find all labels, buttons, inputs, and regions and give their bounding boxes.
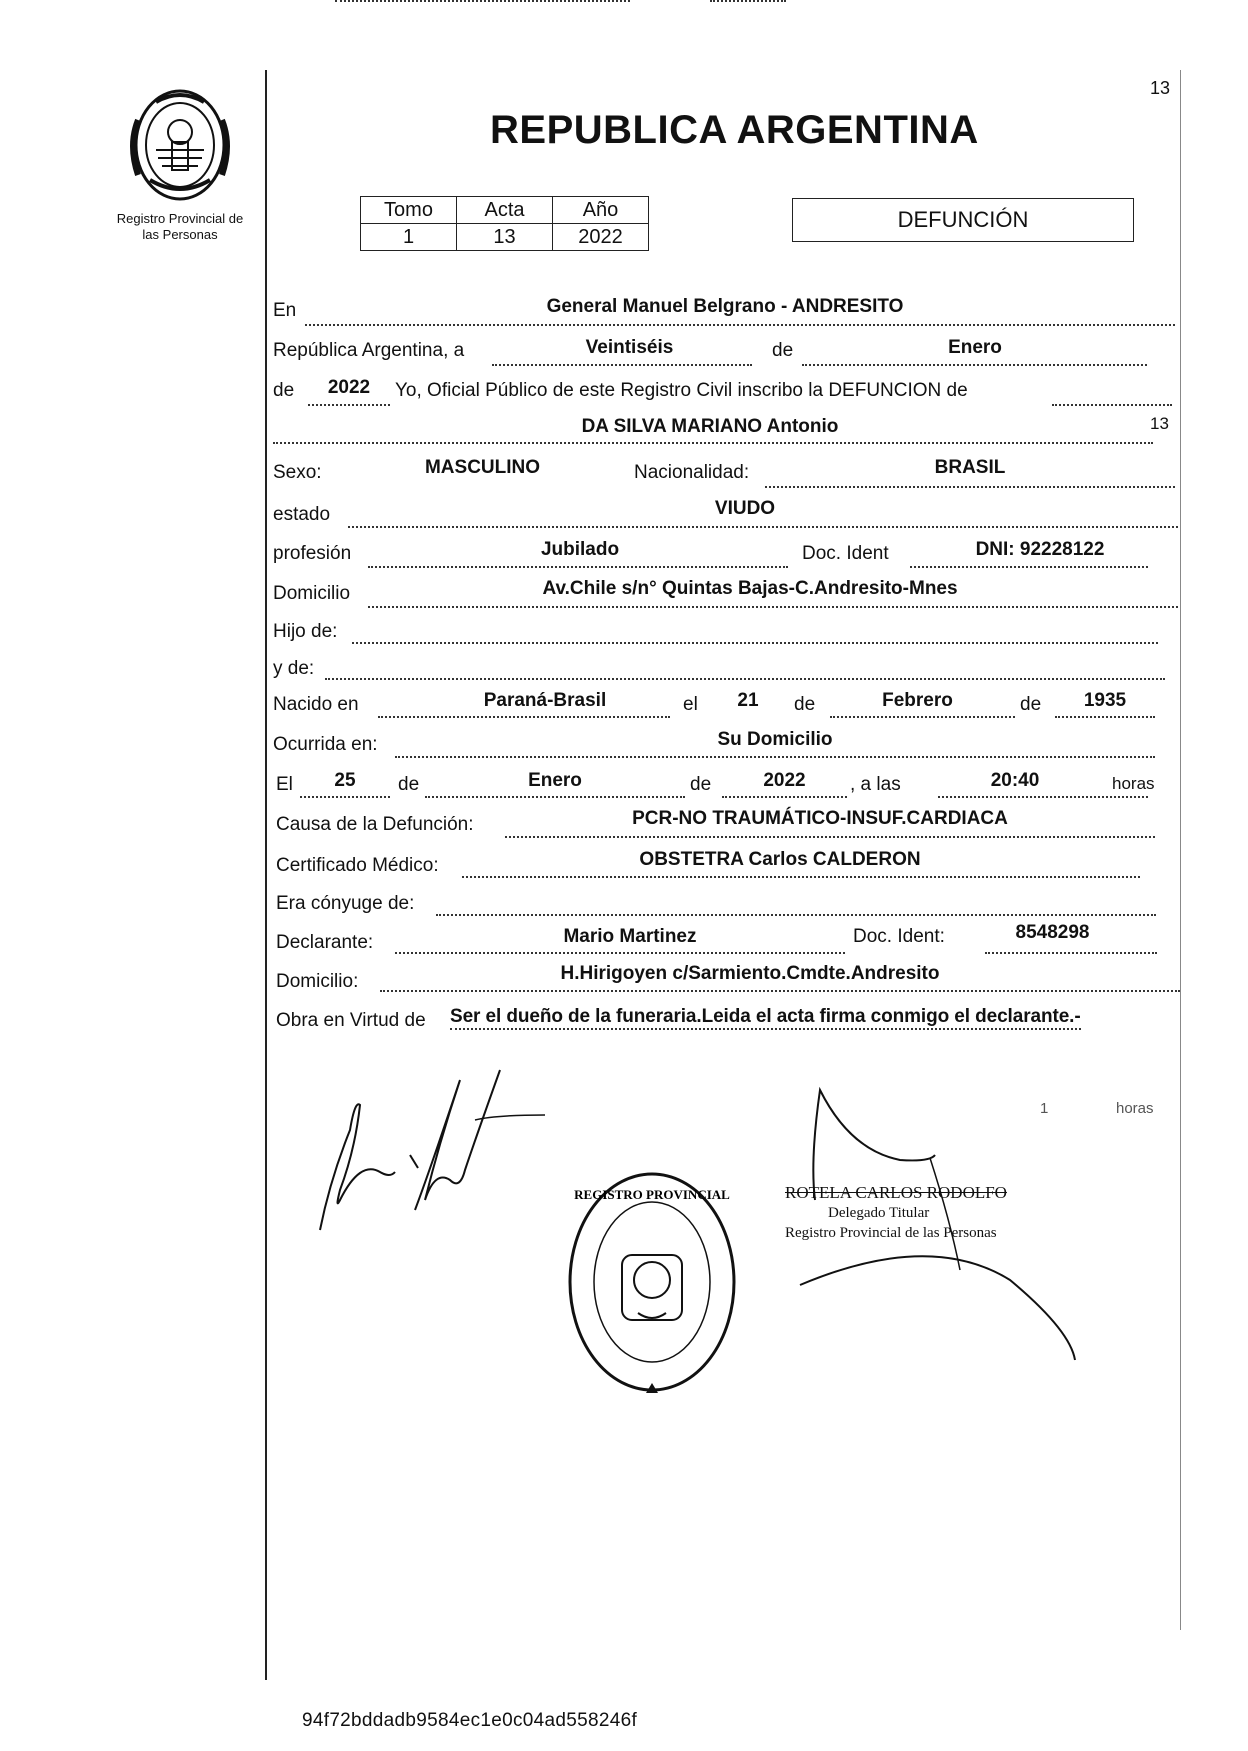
en-label: En: [273, 300, 297, 321]
seal-text-hidden: [560, 1165, 561, 1166]
decl-value: Mario Martinez: [563, 926, 697, 947]
de2-label: de: [1020, 694, 1042, 715]
year-value: 2022: [327, 377, 371, 398]
record-type-box: DEFUNCIÓN: [792, 198, 1134, 242]
document-title: REPUBLICA ARGENTINA: [490, 108, 979, 152]
cert-value: OBSTETRA Carlos CALDERON: [639, 849, 921, 870]
ocurrida-line: [395, 756, 1155, 758]
alas-label: , a las: [850, 774, 901, 795]
tomo-header: Tomo: [361, 197, 457, 224]
en-value: General Manuel Belgrano - ANDRESITO: [546, 296, 904, 317]
de4-label: de: [690, 774, 712, 795]
nacido-line: [378, 716, 670, 718]
logo-caption-line2: las Personas: [142, 227, 218, 242]
yde-label: y de:: [273, 658, 315, 679]
prof-label: profesión: [273, 543, 352, 564]
death-year-value: 2022: [763, 770, 806, 791]
birth-month-line: [830, 716, 1015, 718]
margin-number: 13: [1150, 414, 1169, 433]
logo-caption-line1: Registro Provincial de: [116, 211, 244, 226]
rep-label: República Argentina, a: [273, 340, 465, 361]
ghost-horas: horas: [1116, 1100, 1154, 1117]
dom-line: [368, 606, 1178, 608]
anio-value: 2022: [553, 224, 649, 251]
sexo-value: MASCULINO: [424, 457, 541, 478]
hijo-label: Hijo de:: [273, 621, 338, 642]
decl-doc-label: Doc. Ident:: [853, 926, 945, 947]
causa-label: Causa de la Defunción:: [276, 814, 474, 835]
official-name: ROTELA CARLOS RODOLFO: [785, 1183, 1007, 1202]
cert-label: Certificado Médico:: [276, 855, 439, 876]
birth-year-line: [1055, 716, 1155, 718]
yde-line: [325, 678, 1165, 680]
year-line: [308, 404, 390, 406]
nac-label: Nacionalidad:: [634, 462, 750, 483]
doc-label: Doc. Ident: [802, 543, 889, 564]
doc-line: [910, 566, 1148, 568]
registry-seal-icon: [560, 1165, 745, 1400]
conyuge-label: Era cónyuge de:: [276, 893, 415, 914]
birth-day-value: 21: [737, 690, 759, 711]
decl-doc-value: 8548298: [1015, 922, 1090, 943]
ocurrida-value: Su Domicilio: [717, 729, 833, 750]
estado-line: [348, 526, 1178, 528]
sexo-label: Sexo:: [273, 462, 322, 483]
rep-day-line: [492, 364, 752, 366]
estado-value: VIUDO: [714, 498, 776, 519]
nac-value: BRASIL: [934, 457, 1006, 478]
el-label: el: [683, 694, 698, 715]
death-time-line: [938, 796, 1148, 798]
nacido-value: Paraná-Brasil: [483, 690, 607, 711]
nac-line: [765, 486, 1175, 488]
rep-day-value: Veintiséis: [585, 337, 674, 358]
birth-year-value: 1935: [1083, 690, 1127, 711]
footer-hash: 94f72bddadb9584ec1e0c04ad558246f: [302, 1710, 638, 1731]
acta-value: 13: [457, 224, 553, 251]
name-line: [273, 442, 1153, 444]
left-margin-line: [265, 70, 267, 1680]
nacido-label: Nacido en: [273, 694, 359, 715]
decl-dom-value: H.Hirigoyen c/Sarmiento.Cmdte.Andresito: [560, 963, 940, 984]
death-time-value: 20:40: [990, 770, 1040, 791]
decl-line: [395, 952, 845, 954]
causa-line: [505, 836, 1155, 838]
right-margin-line: [1180, 70, 1181, 1630]
cert-line: [462, 876, 1140, 878]
decl-doc-line: [985, 952, 1157, 954]
tomo-value: 1: [361, 224, 457, 251]
doc-value: DNI: 92228122: [975, 539, 1105, 560]
sexo-line: [335, 0, 630, 2]
acta-header: Acta: [457, 197, 553, 224]
de3-label: de: [398, 774, 420, 795]
declarant-signature-icon: [300, 1060, 560, 1240]
page-number: 13: [1150, 78, 1171, 98]
record-table: [360, 196, 649, 251]
seal-outer-text: [560, 1165, 561, 1166]
ghost-number: 1: [1040, 1100, 1049, 1117]
dom-value: Av.Chile s/n° Quintas Bajas-C.Andresito-Mnes: [542, 578, 958, 599]
death-month-value: Enero: [528, 770, 582, 791]
prof-line: [368, 566, 788, 568]
official-role: Delegado Titular: [828, 1205, 930, 1221]
death-month-line: [425, 796, 685, 798]
obra-label: Obra en Virtud de: [276, 1010, 426, 1031]
svg-text:REGISTRO PROVINCIAL: REGISTRO PROVINCIAL: [574, 1187, 730, 1202]
inscribo-text: Yo, Oficial Público de este Registro Civil inscribo la DEFUNCION de: [395, 380, 968, 401]
de-label: de: [273, 380, 295, 401]
prof-value: Jubilado: [540, 539, 620, 560]
dom-label: Domicilio: [273, 583, 351, 604]
hijo-line: [352, 642, 1158, 644]
death-year-line: [722, 796, 847, 798]
rep-month-line: [802, 364, 1147, 366]
obra-value: Ser el dueño de la funeraria.Leida el acta firma conmigo el declarante.-: [450, 1006, 1081, 1030]
official-office: Registro Provincial de las Personas: [785, 1225, 997, 1241]
rep-month-value: Enero: [948, 337, 1002, 358]
de1-label: de: [794, 694, 816, 715]
ocurrida-label: Ocurrida en:: [273, 734, 378, 755]
death-day-line: [300, 796, 390, 798]
causa-value: PCR-NO TRAUMÁTICO-INSUF.CARDIACA: [632, 808, 1008, 829]
horas-label: horas: [1112, 774, 1155, 793]
decl-dom-line: [380, 990, 1180, 992]
provincial-crest-icon: [120, 80, 240, 210]
estado-label: estado: [273, 504, 331, 525]
death-day-value: 25: [334, 770, 356, 791]
decl-label: Declarante:: [276, 932, 374, 953]
inscribo-line: [1052, 404, 1172, 406]
conyuge-line: [436, 914, 1156, 916]
decl-dom-label: Domicilio:: [276, 971, 359, 992]
birth-month-value: Febrero: [882, 690, 953, 711]
logo-caption: [100, 211, 260, 243]
birth-day-line: [710, 0, 786, 2]
el2-label: El: [276, 774, 293, 795]
deceased-name: DA SILVA MARIANO Antonio: [581, 416, 839, 437]
en-line: [305, 324, 1175, 326]
rep-de-label: de: [772, 340, 794, 361]
anio-header: Año: [553, 197, 649, 224]
